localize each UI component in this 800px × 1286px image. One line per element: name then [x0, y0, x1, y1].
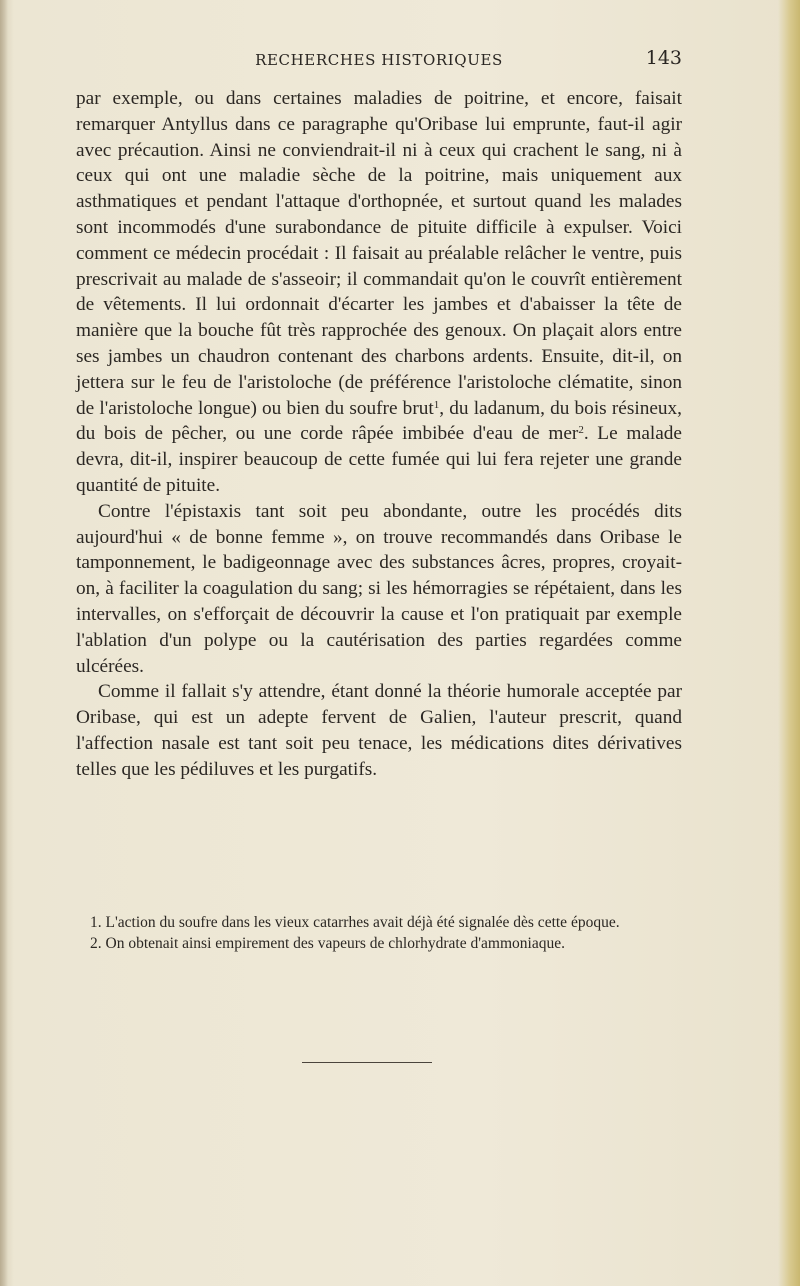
page-header — [76, 47, 682, 73]
page-number: 143 — [645, 47, 682, 69]
page-edge-stain — [778, 0, 800, 1286]
footnote-2: 2. On obtenait ainsi empirement des vapeurs de chlorhydrate d'ammoniaque. — [90, 935, 565, 952]
paragraph-3: Comme il fallait s'y attendre, étant donné la théorie humorale acceptée par Oribase, qui est un adepte fervent de Galien, l'auteur prescrit, quand l'affection nasale est tant soit peu tenace, les médications dites dérivatives telles que les pédiluves et les purgatifs. — [76, 681, 682, 780]
paragraph-1-part-2: , du ladanum, du bois résineux, du bois de pêcher, ou une corde râpée imbibée d'eau de mer — [76, 397, 682, 445]
paragraph-1 — [76, 86, 682, 499]
footnote-ref-1: 1 — [433, 398, 440, 411]
paragraph-1-part-1: par exemple, ou dans certaines maladies de poitrine, et encore, faisait remarquer Antyllus dans ce paragraphe qu'Oribase lui emprunte, faut-il agir avec précaution. Ainsi ne conviendrait-il ni à ceux qui crachent le sang, ni à ceux qui ont une maladie sèche de la poitrine, mais uniquement aux asthmatiques et pendant l'attaque d'orthopnée, et surtout quand les malades sont incommodés d'une surabondance de pituite difficile à expulser. Voici comment ce médecin procédait : Il faisait au préalable relâcher le ventre, puis prescrivait au malade de s'asseoir; il commandait qu'on le couvrît entièrement de vêtements. Il lui ordonnait d'écarter les jambes et d'abaisser la tête de manière que la bouche fût très rapprochée des genoux. On plaçait alors entre ses jambes un chaudron contenant des charbons ardents. Ensuite, dit-il, on jettera sur le feu de l'aristoloche (de préférence l'aristoloche clématite, sinon de l'aristoloche longue) ou bien du soufre brut — [76, 88, 682, 419]
footnote-1: 1. L'action du soufre dans les vieux catarrhes avait déjà été signalée dès cette époque. — [90, 914, 620, 931]
paragraph-2: Contre l'épistaxis tant soit peu abondante, outre les procédés dits aujourd'hui « de bonne femme », on trouve recommandés dans Oribase le tamponnement, le badigeonnage avec des substances âcres, propres, croyait-on, à faciliter la coagulation du sang; si les hémorragies se répétaient, dans les intervalles, on s'efforçait de découvrir la cause et l'on pratiquait par exemple l'ablation d'un polype ou la cautérisation des parties regardées comme ulcérées. — [76, 500, 682, 677]
page-gutter-shadow — [0, 0, 8, 1286]
body-text — [76, 86, 682, 783]
footnotes — [76, 912, 682, 954]
footnote-ref-2: 2 — [578, 424, 584, 437]
paragraph-1-part-3: . Le malade devra, dit-il, inspirer beaucoup de cette fumée qui lui fera rejeter une grande quantité de pituite. — [76, 423, 682, 496]
running-head: RECHERCHES HISTORIQUES — [255, 51, 503, 69]
section-divider — [302, 1062, 432, 1063]
